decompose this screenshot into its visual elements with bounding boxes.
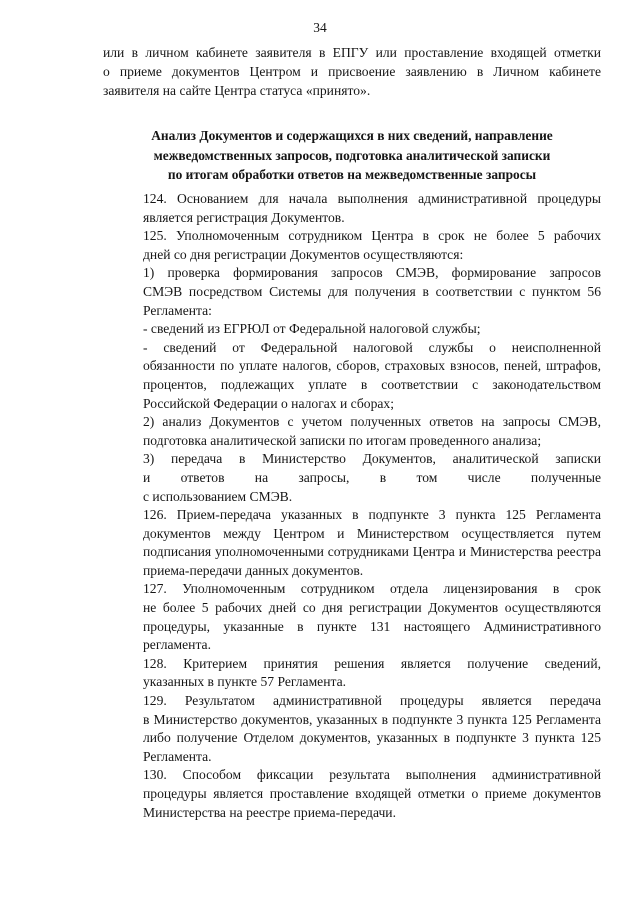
paragraph xyxy=(103,339,601,413)
text-line: указанных в пункте 57 Регламента. xyxy=(143,674,347,690)
text-line: 125. Уполномоченным сотрудником Центра в срок не более 5 рабочих xyxy=(143,228,601,244)
intro-paragraph xyxy=(103,43,601,101)
section-heading xyxy=(103,126,601,185)
text-line: Российской Федерации о налогах и сборах; xyxy=(143,395,394,411)
text-line: подписания уполномоченными сотрудниками Центра и Министерства реестра xyxy=(143,544,601,560)
text-line: обязанности по уплате налогов, сборов, страховых взносов, пеней, штрафов, xyxy=(143,358,601,374)
heading-line: межведомственных запросов, подготовка аналитической записки xyxy=(153,147,551,163)
document-body xyxy=(103,190,601,822)
text-line: документов между Центром и Министерством осуществляется путем xyxy=(143,525,601,541)
text-line: процедуры, указанные в пункте 131 настоящего Административного xyxy=(143,618,601,634)
text-line: 126. Прием-передача указанных в подпункте 3 пункта 125 Регламента xyxy=(143,507,601,523)
text-line: с использованием СМЭВ. xyxy=(143,488,293,504)
text-line: 1) проверка формирования запросов СМЭВ, формирование запросов xyxy=(143,265,601,281)
text-line: 2) анализ Документов с учетом полученных ответов на запросы СМЭВ, xyxy=(143,414,601,430)
paragraph xyxy=(103,190,601,227)
heading-line: по итогам обработки ответов на межведомственные запросы xyxy=(167,167,537,182)
text-line: является регистрация Документов. xyxy=(143,209,345,225)
paragraph xyxy=(103,580,601,654)
text-line: процентов, подлежащих уплате в соответствии с законодательством xyxy=(143,376,601,392)
paragraph xyxy=(103,692,601,766)
text-line: о приеме документов Центром и присвоение заявлению в Личном кабинете xyxy=(103,64,601,80)
paragraph xyxy=(103,413,601,450)
text-line: 124. Основанием для начала выполнения административной процедуры xyxy=(143,191,601,206)
text-line: - сведений из ЕГРЮЛ от Федеральной налоговой службы; xyxy=(143,321,481,337)
page-number: 34 xyxy=(313,20,327,35)
text-line: и ответов на запросы, в том числе полученные xyxy=(143,469,601,485)
text-line: в Министерство документов, указанных в подпункте 3 пункта 125 Регламента xyxy=(143,711,601,727)
paragraph xyxy=(103,320,601,339)
paragraph xyxy=(103,227,601,264)
text-line: Регламента. xyxy=(143,748,212,764)
text-line: подготовка аналитической записки по итогам проведенного анализа; xyxy=(143,432,542,448)
text-line: Министерства на реестре приема-передачи. xyxy=(143,804,396,820)
text-line: либо получение Отделом документов, указанных в подпункте 3 пункта 125 xyxy=(143,730,601,746)
text-line: Регламента: xyxy=(143,302,212,318)
text-line: 128. Критерием принятия решения является получение сведений, xyxy=(143,655,601,671)
text-line: дней со дня регистрации Документов осуществляются: xyxy=(143,246,464,262)
text-line: или в личном кабинете заявителя в ЕПГУ или проставление входящей отметки xyxy=(103,45,601,60)
paragraph xyxy=(103,655,601,692)
paragraph xyxy=(103,43,601,101)
text-line: процедуры является проставление входящей отметки о приеме документов xyxy=(143,786,601,801)
text-line: регламента. xyxy=(143,637,211,653)
text-line: 3) передача в Министерство Документов, аналитической записки xyxy=(143,451,601,467)
text-line: 130. Способом фиксации результата выполнения административной xyxy=(143,767,601,783)
text-line: - сведений от Федеральной налоговой службы о неисполненной xyxy=(143,339,601,355)
paragraph xyxy=(103,506,601,580)
paragraph xyxy=(103,450,601,506)
text-line: 129. Результатом административной процедуры является передача xyxy=(143,693,601,709)
text-line: не более 5 рабочих дней со дня регистрации Документов осуществляются xyxy=(143,600,601,616)
text-line: приема-передачи данных документов. xyxy=(143,562,364,578)
paragraph xyxy=(103,264,601,320)
paragraph xyxy=(103,766,601,822)
text-line: заявителя на сайте Центра статуса «принято». xyxy=(103,83,371,99)
text-line: 127. Уполномоченным сотрудником отдела лицензирования в срок xyxy=(143,581,601,597)
text-line: СМЭВ посредством Системы для получения в соответствии с пунктом 56 xyxy=(143,283,601,299)
heading-line: Анализ Документов и содержащихся в них сведений, направление xyxy=(151,128,553,143)
